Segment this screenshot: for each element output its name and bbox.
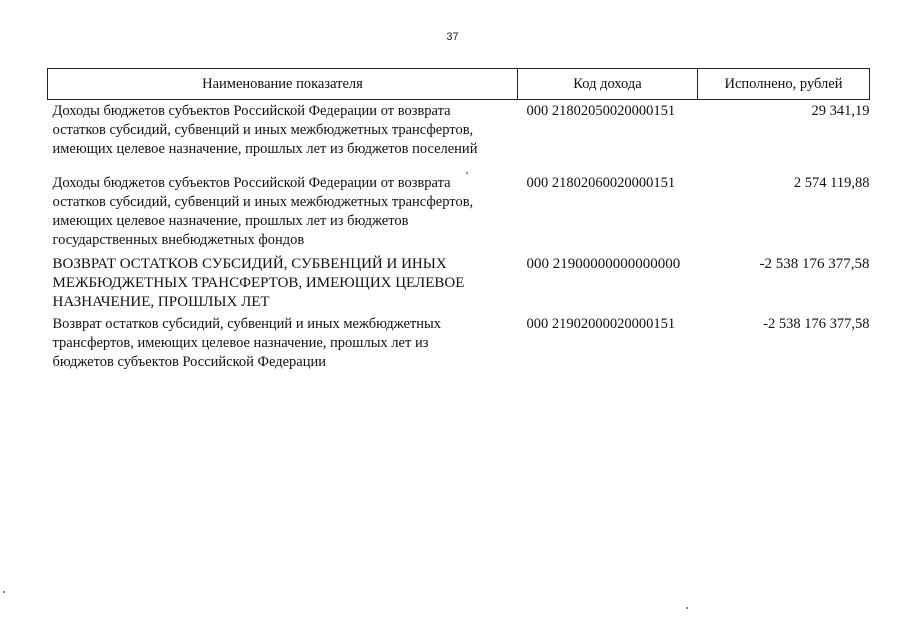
row-indicator-name: ВОЗВРАТ ОСТАТКОВ СУБСИДИЙ, СУБВЕНЦИЙ И ИНЫХ МЕЖБЮДЖЕТНЫХ ТРАНСФЕРТОВ, ИМЕЮЩИХ ЦЕЛЕВОЕ НАЗНАЧЕНИЕ, ПРОШЛЫХ ЛЕТ	[52, 256, 465, 310]
row-income-code: 000 21802060020000151	[526, 175, 676, 191]
header-row	[48, 69, 870, 100]
row-executed-amount: 2 574 119,88	[793, 175, 870, 191]
row-income-code: 000 21900000000000000	[526, 256, 681, 272]
budget-report-table	[47, 68, 870, 375]
table-body	[48, 100, 870, 376]
scan-speck	[686, 607, 688, 609]
table-header	[48, 69, 870, 100]
header-indicator-name: Наименование показателя	[48, 69, 518, 100]
row-executed-amount: -2 538 176 377,58	[763, 316, 870, 332]
row-income-code: 000 21902000020000151	[526, 316, 676, 332]
page-number: 37	[446, 31, 459, 43]
table-row	[48, 174, 870, 255]
table-row	[48, 255, 870, 315]
header-executed-amount: Исполнено, рублей	[698, 69, 870, 100]
header-income-code: Код дохода	[518, 69, 698, 100]
row-executed-amount: -2 538 176 377,58	[759, 256, 870, 272]
scan-speck	[3, 591, 5, 593]
row-indicator-name: Доходы бюджетов субъектов Российской Федерации от возврата остатков субсидий, субвенций и иных межбюджетных трансфертов, имеющих целевое назначение, прошлых лет из бюджетов государственных внебюджетных фондов	[52, 175, 474, 248]
scan-speck	[466, 172, 468, 174]
row-indicator-name: Доходы бюджетов субъектов Российской Федерации от возврата остатков субсидий, субвенций и иных межбюджетных трансфертов, имеющих целевое назначение, прошлых лет из бюджетов поселений	[52, 103, 478, 157]
table-row	[48, 100, 870, 175]
table-row	[48, 315, 870, 375]
row-indicator-name: Возврат остатков субсидий, субвенций и иных межбюджетных трансфертов, имеющих целевое назначение, прошлых лет из бюджетов субъектов Российской Федерации	[52, 316, 441, 370]
row-income-code: 000 21802050020000151	[526, 103, 676, 119]
row-executed-amount: 29 341,19	[811, 103, 870, 119]
